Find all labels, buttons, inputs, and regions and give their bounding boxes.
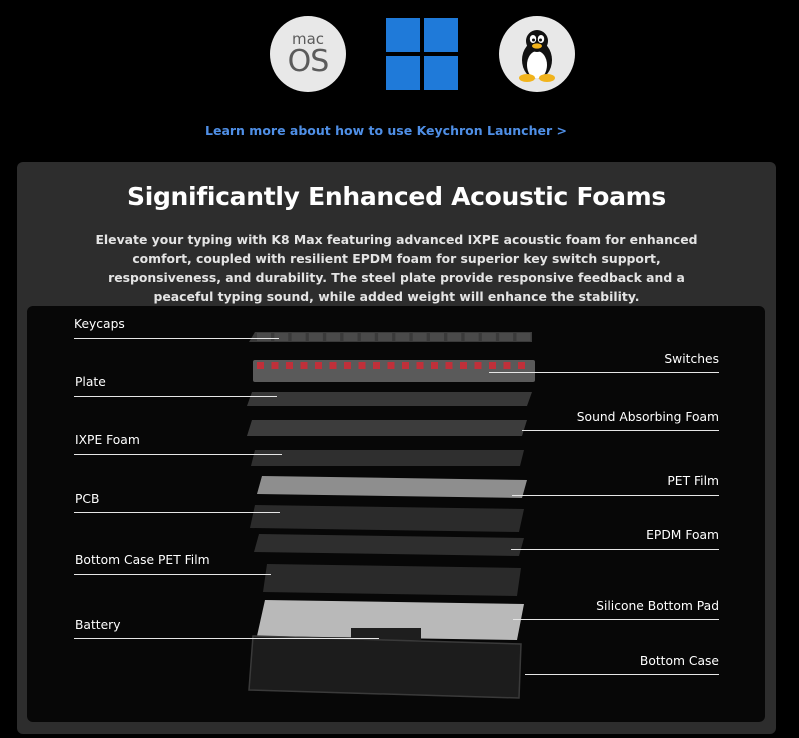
learn-more-link[interactable]: Learn more about how to use Keychron Launcher > — [205, 123, 567, 138]
linux-tux-icon — [499, 16, 575, 92]
leader-line-epdm-foam — [511, 549, 719, 550]
label-pcb: PCB — [75, 492, 100, 506]
label-pet-film: PET Film — [667, 474, 719, 488]
label-ixpe-foam: IXPE Foam — [75, 433, 140, 447]
leader-line-ixpe-foam — [74, 454, 282, 455]
leader-line-keycaps — [74, 338, 279, 339]
leader-line-plate — [74, 396, 277, 397]
leader-line-pcb — [74, 512, 280, 513]
label-battery: Battery — [75, 618, 121, 632]
label-sound-absorbing-foam: Sound Absorbing Foam — [576, 410, 719, 424]
macos-icon-big-text: OS — [287, 44, 329, 79]
exploded-keyboard-diagram — [27, 306, 765, 722]
leader-line-switches — [489, 372, 719, 373]
label-epdm-foam: EPDM Foam — [646, 528, 719, 542]
macos-icon — [270, 16, 346, 92]
label-silicone-bottom-pad: Silicone Bottom Pad — [596, 599, 719, 613]
label-switches: Switches — [664, 352, 719, 366]
leader-line-bottom-case-pet-film — [74, 574, 271, 575]
os-icons-row — [0, 0, 799, 110]
label-bottom-case-pet-film: Bottom Case PET Film — [75, 553, 210, 567]
section-title: Significantly Enhanced Acoustic Foams — [126, 182, 666, 211]
label-plate: Plate — [75, 375, 106, 389]
leader-line-pet-film — [512, 495, 719, 496]
leader-line-sound-absorbing-foam — [522, 430, 719, 431]
leader-line-bottom-case — [525, 674, 719, 675]
macos-icon-small-text: mac — [291, 30, 325, 48]
leader-line-silicone-bottom-pad — [513, 619, 719, 620]
label-keycaps: Keycaps — [74, 317, 125, 331]
label-bottom-case: Bottom Case — [639, 654, 719, 668]
leader-line-battery — [74, 638, 379, 639]
section-description: Elevate your typing with K8 Max featuring advanced IXPE acoustic foam for enhanced comfort, coupled with resilient EPDM foam for superior key switch support, responsiveness, and durability. The steel plate provide responsive feedback and a peaceful typing sound, while added weight will enhance the stability. — [95, 232, 698, 304]
windows-icon — [386, 18, 458, 90]
